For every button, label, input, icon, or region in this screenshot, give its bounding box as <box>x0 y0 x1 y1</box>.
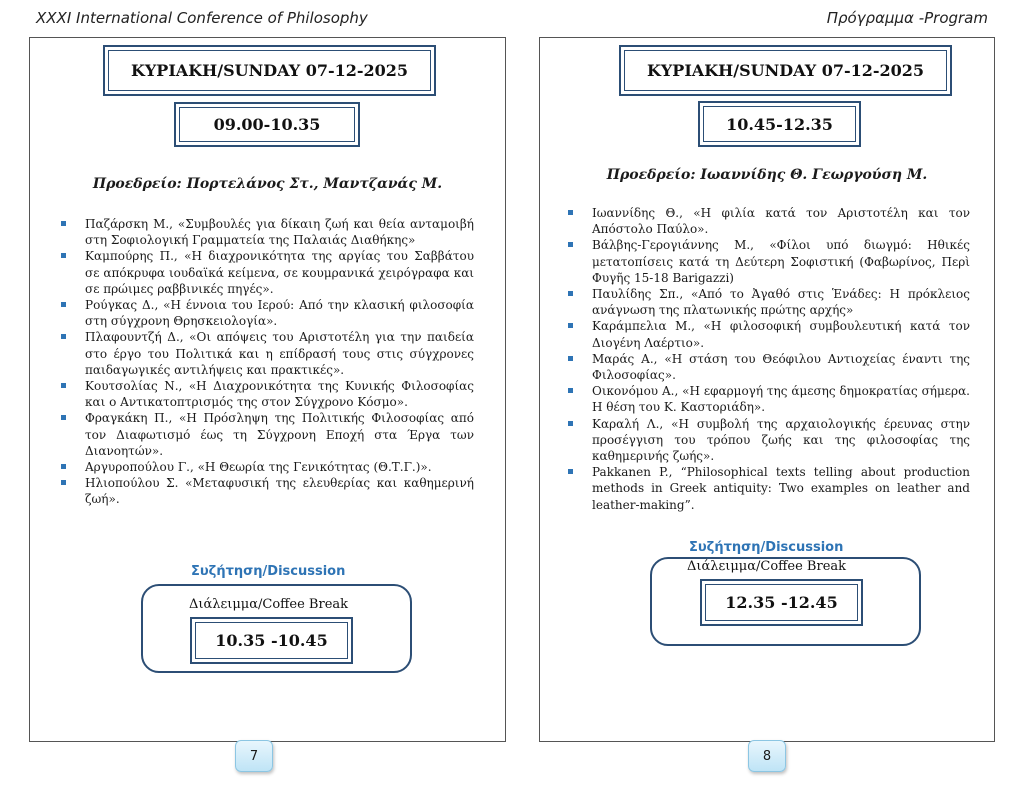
talk-item: Πλαφουντζή Δ., «Οι απόψεις του Αριστοτέλη για την παιδεία στο έργο του Πολιτικά και η επίδρασή τους στις σύγχρονες παιδαγωγικές αντιλήψεις και πρακτικές». <box>59 329 474 378</box>
discussion-label: Συζήτηση/Discussion <box>689 540 844 555</box>
page-number: 7 <box>235 740 273 772</box>
talk-item: Οικονόμου Α., «Η εφαρμογή της άμεσης δημοκρατίας σήμερα. Η θέση του Κ. Καστοριάδη». <box>566 383 970 415</box>
talk-item: Ιωαννίδης Θ., «Η φιλία κατά τον Αριστοτέλη και τον Απόστολο Παύλο». <box>566 205 970 237</box>
time-box <box>698 101 861 147</box>
talk-item: Βάλβης-Γερογιάννης Μ., «Φίλοι υπό διωγμό: Ηθικές μετατοπίσεις κατά τη Δεύτερη Σοφιστική (Φαβωρίνος, Περὶ Φυγῆς 15-18 Barigazzi) <box>566 237 970 286</box>
page-8 <box>539 37 995 742</box>
talk-item: Παυλίδης Σπ., «Από το Ἀγαθό στις Ἑνάδες: Η πρόκλειος ανάγνωση της πλατωνικής πρώτης αρχής» <box>566 286 970 318</box>
talk-item: Παζάρσκη Μ., «Συμβουλές για δίκαιη ζωή και θεία ανταμοιβή στη Σοφιολογική Γραμματεία της Παλαιάς Διαθήκης» <box>59 216 474 248</box>
discussion-label: Συζήτηση/Discussion <box>191 564 346 579</box>
talk-item: Ρούγκας Δ., «Η έννοια του Ιερού: Από την κλασική φιλοσοφία στη σύγχρονη Θρησκειολογία». <box>59 297 474 329</box>
day-box <box>103 45 436 96</box>
time-box <box>174 102 360 147</box>
day-box <box>619 45 952 96</box>
break-time: 10.35 -10.45 <box>195 622 348 659</box>
break-time-box <box>190 617 353 664</box>
program-label: Πρόγραμμα -Program <box>826 9 988 27</box>
session-time: 10.45-12.35 <box>703 106 856 142</box>
session-chair: Προεδρείο: Ιωαννίδης Θ. Γεωργούση Μ. <box>606 167 928 183</box>
talk-item: Φραγκάκη Π., «Η Πρόσληψη της Πολιτικής Φιλοσοφίας από τον Διαφωτισμό έως τη Σύγχρονη Εποχή στα Έργα των Διανοητών». <box>59 410 474 459</box>
talk-item: Καραλή Λ., «Η συμβολή της αρχαιολογικής έρευνας στην προσέγγιση του τρόπου ζωής και της φιλοσοφίας της καθημερινής ζωής». <box>566 416 970 465</box>
coffee-break-label: Διάλειμμα/Coffee Break <box>687 559 847 574</box>
break-time: 12.35 -12.45 <box>705 584 858 621</box>
talk-item: Κουτσολίας Ν., «Η Διαχρονικότητα της Κυνικής Φιλοσοφίας και ο Αντικατοπτρισμός της στον Σύγχρονο Κόσμο». <box>59 378 474 410</box>
conference-title: XXXI International Conference of Philosophy <box>36 9 368 27</box>
talk-item: Ηλιοπούλου Σ. «Μεταφυσική της ελευθερίας και καθημερινή ζωή». <box>59 475 474 507</box>
coffee-break-label: Διάλειμμα/Coffee Break <box>189 597 349 612</box>
session-time: 09.00-10.35 <box>179 107 355 142</box>
talk-item: Αργυροπούλου Γ., «Η Θεωρία της Γενικότητας (Θ.Τ.Γ.)». <box>59 459 474 475</box>
day-title: ΚΥΡΙΑΚΗ/SUNDAY 07-12-2025 <box>108 50 431 91</box>
talk-item: Μαράς Α., «Η στάση του Θεόφιλου Αντιοχείας έναντι της Φιλοσοφίας». <box>566 351 970 383</box>
talk-list <box>59 216 474 508</box>
talk-item: Καμπούρης Π., «Η διαχρονικότητα της αργίας του Σαββάτου σε απόκρυφα ιουδαϊκά κείμενα, σε κουμρανικά χειρόγραφα και σε πρώιμες ραββινικές πηγές». <box>59 248 474 297</box>
talk-item: Καράμπελια Μ., «Η φιλοσοφική συμβουλευτική κατά τον Διογένη Λαέρτιο». <box>566 318 970 350</box>
talk-list <box>566 205 970 513</box>
session-chair: Προεδρείο: Πορτελάνος Στ., Μαντζανάς Μ. <box>92 176 443 192</box>
talk-item: Pakkanen P., “Philosophical texts telling about production methods in Greek antiquity: Two examples on leather and leather-making”. <box>566 464 970 513</box>
day-title: ΚΥΡΙΑΚΗ/SUNDAY 07-12-2025 <box>624 50 947 91</box>
page-7 <box>29 37 506 742</box>
break-time-box <box>700 579 863 626</box>
page-number: 8 <box>748 740 786 772</box>
